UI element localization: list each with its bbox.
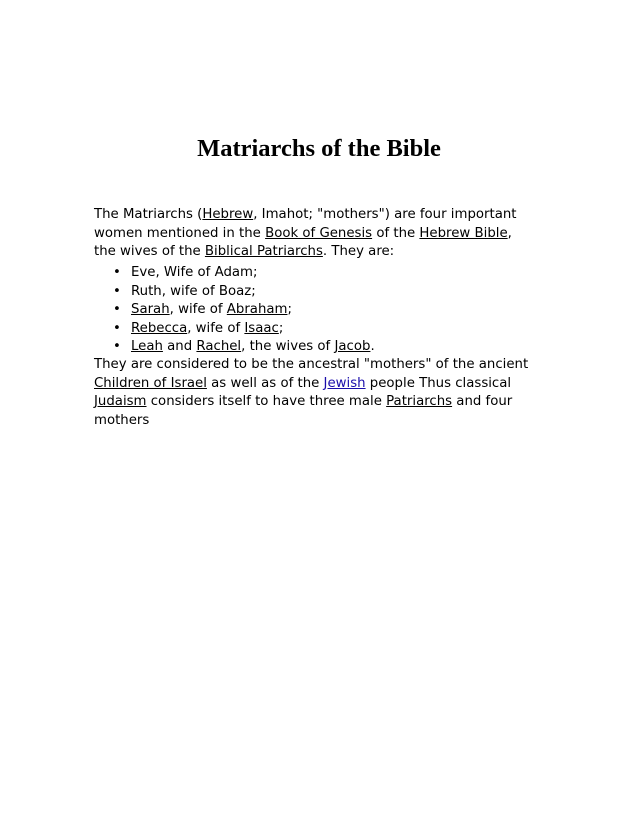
list-item [94,283,534,302]
link-isaac[interactable]: Isaac [244,320,279,336]
list-item [94,320,534,339]
intro-paragraph [94,206,534,262]
link-leah[interactable]: Leah [131,339,163,354]
closing-text-2: as well as of the [206,375,324,391]
intro-text-5: . They are: [322,244,395,259]
bullet-icon: • [113,283,121,299]
intro-text-2: , Imahot; "mothers") are four important women mentioned in the [94,207,517,241]
page-title: Matriarchs of the Bible [197,135,441,162]
list-item [94,338,534,357]
link-hebrew-bible[interactable]: Hebrew Bible [419,225,508,241]
list-item-text: , wife of [187,320,245,336]
link-biblical-patriarchs[interactable]: Biblical Patriarchs [204,244,323,259]
link-judaism[interactable]: Judaism [94,394,147,409]
closing-text-4: considers itself to have three male [146,394,387,409]
list-item-text: Eve, Wife of Adam; [131,265,258,280]
intro-text-3: of the [372,225,420,241]
list-item-text: ; [287,302,292,317]
list-item-text: Ruth, wife of Boaz; [131,283,256,299]
intro-text-1: The Matriarchs ( [94,207,203,222]
link-abraham[interactable]: Abraham [226,302,288,317]
list-item [94,301,534,320]
bullet-icon: • [113,339,121,354]
list-item [94,264,534,283]
bullet-icon: • [113,265,121,280]
list-item-text: , wife of [169,302,227,317]
link-rachel[interactable]: Rachel [196,339,242,354]
intro-text-4: , the wives of the [94,225,512,259]
closing-text-1: They are considered to be the ancestral "mothers" of the ancient [94,357,529,372]
link-hebrew[interactable]: Hebrew [202,207,254,222]
link-rebecca[interactable]: Rebecca [131,320,188,336]
bullet-icon: • [113,302,121,317]
link-jacob[interactable]: Jacob [334,339,371,354]
closing-text-5: and four mothers [94,394,513,428]
link-patriarchs[interactable]: Patriarchs [386,394,453,409]
link-children-of-israel[interactable]: Children of Israel [94,375,207,391]
link-jewish[interactable]: Jewish [323,375,366,391]
link-book-of-genesis[interactable]: Book of Genesis [265,225,373,241]
list-item-text: , the wives of [241,339,335,354]
list-item-text: and [162,339,197,354]
matriarchs-list [94,264,534,357]
closing-paragraph [94,356,534,430]
link-sarah[interactable]: Sarah [131,302,170,317]
bullet-icon: • [113,320,121,336]
closing-text-3: people Thus classical [365,375,512,391]
list-item-text: ; [278,320,284,336]
list-item-text: . [370,339,375,354]
